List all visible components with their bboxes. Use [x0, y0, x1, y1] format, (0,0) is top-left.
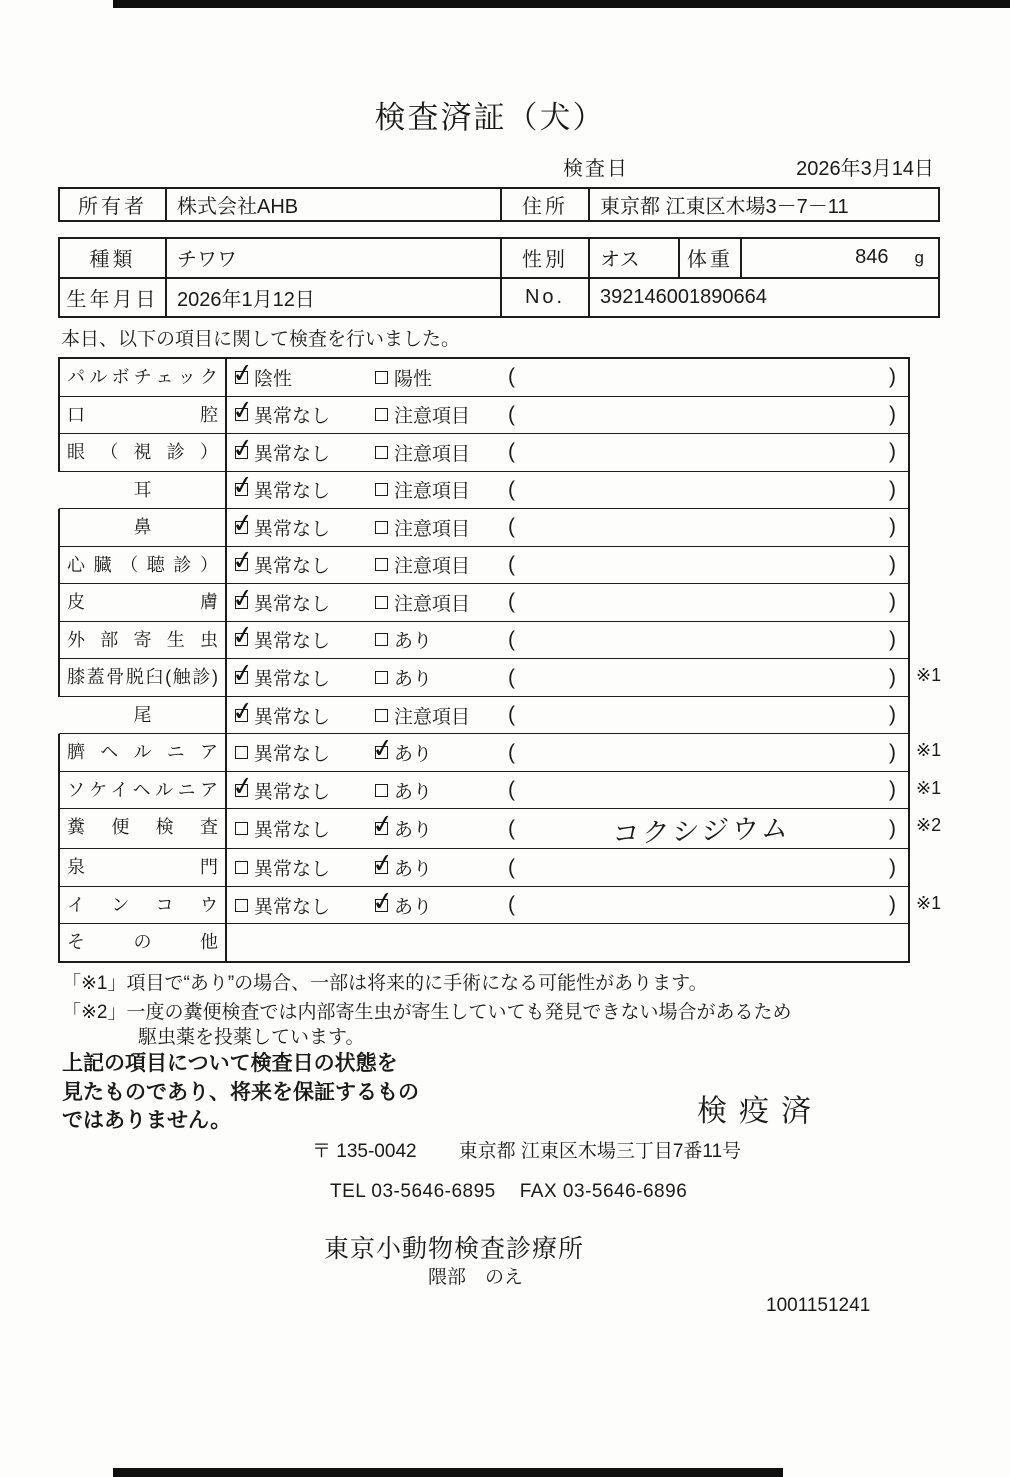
- checkbox-icon: [235, 371, 248, 384]
- exam-option-1-label: 陰性: [254, 368, 293, 390]
- exam-row-content: [227, 849, 908, 886]
- paren-open: (: [508, 627, 515, 651]
- exam-item-label: その他: [60, 924, 227, 961]
- checkbox-icon: [235, 483, 248, 496]
- paren-close: ): [889, 477, 896, 501]
- exam-option-2: [375, 476, 508, 503]
- exam-option-2-label: 注意項目: [394, 443, 471, 465]
- exam-option-1: [235, 476, 375, 503]
- exam-remarks-text: コクシジウム: [611, 813, 793, 850]
- exam-row: [58, 397, 908, 435]
- exam-option-1-label: 異常なし: [254, 406, 331, 428]
- checkbox-icon: [375, 408, 388, 421]
- exam-row-content: [227, 547, 908, 584]
- paren-close: ): [889, 590, 896, 614]
- quarantine-stamp: 検疫済: [697, 1095, 823, 1128]
- paren-open: (: [508, 855, 515, 879]
- paren-open: (: [508, 740, 515, 764]
- exam-item-label: 口腔: [60, 397, 227, 434]
- footnote-1: 「※1」項目で“あり”の場合、一部は将来的に手術になる可能性があります。: [62, 973, 708, 994]
- exam-row: [58, 772, 942, 810]
- paren-close: ): [889, 893, 896, 917]
- checkbox-icon: [235, 899, 248, 912]
- exam-item-label: 臍ヘルニア: [60, 734, 227, 771]
- address-label: 住所: [502, 189, 590, 220]
- checkbox-icon: [235, 671, 248, 684]
- pet-info-table: [58, 237, 940, 318]
- exam-option-2-label: 注意項目: [394, 406, 471, 428]
- exam-row-content: [227, 622, 908, 659]
- exam-option-2: [375, 815, 508, 842]
- birth-label: 生年月日: [60, 279, 167, 317]
- exam-option-1: [235, 514, 375, 541]
- exam-option-2-label: 注意項目: [394, 518, 471, 540]
- paren-open: (: [508, 665, 515, 689]
- exam-row: [58, 434, 908, 472]
- exam-remarks-field: [508, 741, 908, 765]
- exam-remarks-field: [508, 440, 908, 464]
- paren-close: ): [889, 365, 896, 389]
- checkbox-icon: [375, 746, 388, 759]
- disclaimer-text: [62, 1050, 419, 1136]
- exam-option-1: [235, 439, 375, 466]
- intro-sentence: 本日、以下の項目に関して検査を行いました。: [61, 329, 461, 350]
- exam-item-label: 耳: [60, 472, 227, 509]
- weight-value: 846: [855, 246, 889, 269]
- exam-item-label: 眼（視診）: [60, 434, 227, 471]
- exam-item-label: 鼻: [60, 509, 227, 546]
- exam-option-2: [375, 626, 508, 653]
- paren-close: ): [889, 552, 896, 576]
- exam-option-2: [375, 439, 508, 466]
- scan-artifact-top-bar: [113, 0, 1010, 8]
- exam-row: [58, 849, 908, 887]
- exam-remarks-field: [508, 703, 908, 727]
- checkbox-icon: [235, 446, 248, 459]
- exam-item-label: 尾: [60, 697, 227, 734]
- exam-option-1: [235, 702, 375, 729]
- veterinarian-name: 隈部 のえ: [428, 1267, 524, 1288]
- checkbox-icon: [375, 861, 388, 874]
- exam-row-content: [227, 472, 908, 509]
- exam-row-content: [227, 772, 908, 809]
- paren-close: ): [889, 440, 896, 464]
- exam-option-1: [235, 892, 375, 919]
- exam-option-1-label: 異常なし: [254, 859, 331, 881]
- exam-row-content: [227, 434, 908, 471]
- exam-option-2: [375, 702, 508, 729]
- exam-option-1: [235, 739, 375, 766]
- exam-remarks-field: [508, 403, 908, 427]
- paren-open: (: [508, 816, 515, 840]
- exam-option-1-label: 異常なし: [254, 518, 331, 540]
- exam-option-2: [375, 777, 508, 804]
- exam-table: [58, 357, 942, 963]
- footnote-marker: ※2: [916, 815, 942, 836]
- paren-open: (: [508, 778, 515, 802]
- checkbox-icon: [375, 371, 388, 384]
- exam-remarks-field: [508, 666, 908, 690]
- exam-row-content: [227, 509, 908, 546]
- address-value: 東京都 江東区木場3－7－11: [600, 196, 849, 218]
- exam-remarks-field: [508, 856, 908, 880]
- exam-option-1: [235, 364, 375, 391]
- exam-option-1-label: 異常なし: [254, 706, 331, 728]
- exam-option-2-label: あり: [394, 896, 433, 918]
- exam-option-1-label: 異常なし: [254, 896, 331, 918]
- exam-option-2: [375, 589, 508, 616]
- clinic-address-line: [312, 1136, 741, 1163]
- exam-row: [58, 734, 942, 772]
- exam-option-2-label: あり: [394, 631, 433, 653]
- document-code: 1001151241: [766, 1295, 871, 1316]
- exam-row: [58, 509, 908, 547]
- checkbox-icon: [375, 784, 388, 797]
- exam-option-2-label: 陽性: [394, 368, 433, 390]
- sex-label: 性別: [502, 239, 590, 277]
- exam-option-2-label: 注意項目: [394, 706, 471, 728]
- exam-option-1-label: 異常なし: [254, 781, 331, 803]
- checkbox-icon: [375, 521, 388, 534]
- footnote-marker: ※1: [916, 892, 942, 913]
- exam-remarks-field: [508, 893, 908, 917]
- exam-row: [58, 659, 942, 697]
- exam-option-1: [235, 551, 375, 578]
- exam-row: [58, 472, 908, 510]
- paren-close: ): [889, 740, 896, 764]
- exam-option-2-label: あり: [394, 669, 433, 691]
- exam-remarks-field: [508, 628, 908, 652]
- disclaimer-line-1: 上記の項目について検査日の状態を: [62, 1052, 398, 1075]
- exam-option-1-label: 異常なし: [254, 820, 331, 842]
- paren-open: (: [508, 515, 515, 539]
- exam-row: [58, 584, 908, 622]
- checkbox-icon: [375, 483, 388, 496]
- exam-option-1: [235, 777, 375, 804]
- checkbox-icon: [235, 633, 248, 646]
- clinic-tel: TEL 03-5646-6895: [330, 1181, 496, 1202]
- checkbox-icon: [235, 746, 248, 759]
- breed-value: チワワ: [167, 239, 502, 277]
- exam-option-2: [375, 514, 508, 541]
- exam-item-label: ソケイヘルニア: [60, 772, 227, 809]
- inspection-date-value: 2026年3月14日: [796, 158, 934, 180]
- footnote-marker: ※1: [916, 777, 942, 798]
- exam-row: [58, 359, 908, 397]
- clinic-address: 東京都 江東区木場三丁目7番11号: [458, 1141, 742, 1162]
- exam-item-label: インコウ: [60, 887, 227, 924]
- owner-label: 所有者: [60, 189, 167, 220]
- exam-option-1: [235, 626, 375, 653]
- checkbox-icon: [235, 861, 248, 874]
- checkbox-icon: [235, 521, 248, 534]
- paren-open: (: [508, 477, 515, 501]
- exam-option-2-label: あり: [394, 820, 433, 842]
- exam-item-label: パルボチェック: [60, 359, 227, 396]
- exam-remarks-field: [508, 809, 908, 848]
- checkbox-icon: [375, 596, 388, 609]
- exam-row-content: [227, 734, 908, 771]
- exam-item-label: 糞便検査: [60, 809, 227, 848]
- clinic-name: 東京小動物検査診療所: [324, 1235, 585, 1263]
- exam-option-2-label: あり: [394, 859, 433, 881]
- exam-remarks-field: [508, 590, 908, 614]
- disclaimer-line-3: ではありません。: [62, 1109, 232, 1132]
- registration-no-value: 392146001890664: [600, 285, 767, 308]
- exam-item-label: 泉門: [60, 849, 227, 886]
- inspection-date-label: 検査日: [563, 158, 629, 180]
- exam-option-1: [235, 401, 375, 428]
- paren-open: (: [508, 552, 515, 576]
- sex-value: オス: [590, 239, 680, 277]
- checkbox-icon: [375, 558, 388, 571]
- paren-open: (: [508, 703, 515, 727]
- exam-row-content: [227, 397, 908, 434]
- checkbox-icon: [375, 709, 388, 722]
- document-title: 検査済証（犬）: [374, 100, 606, 135]
- exam-option-2: [375, 401, 508, 428]
- paren-open: (: [508, 365, 515, 389]
- exam-row: [58, 697, 908, 735]
- owner-table: [58, 187, 940, 222]
- exam-option-1: [235, 815, 375, 842]
- exam-option-2: [375, 664, 508, 691]
- exam-option-2: [375, 551, 508, 578]
- scan-artifact-bottom-bar: [113, 1468, 783, 1477]
- exam-row-content: [227, 659, 908, 696]
- exam-item-label: 皮膚: [60, 584, 227, 621]
- exam-option-1: [235, 664, 375, 691]
- exam-item-label: 膝蓋骨脱臼(触診): [60, 659, 227, 696]
- exam-remarks-field: [508, 478, 908, 502]
- exam-option-1-label: 異常なし: [254, 593, 331, 615]
- checkbox-icon: [235, 784, 248, 797]
- exam-option-2: [375, 892, 508, 919]
- exam-option-1-label: 異常なし: [254, 669, 331, 691]
- footnote-2-line-1: 「※2」一度の糞便検査では内部寄生虫が寄生していても発見できない場合があるため: [62, 1002, 792, 1023]
- weight-label: 体重: [680, 239, 742, 277]
- birth-value: 2026年1月12日: [167, 279, 502, 317]
- exam-row: [58, 887, 942, 925]
- weight-value-cell: [742, 239, 938, 277]
- clinic-fax: FAX 03-5646-6896: [519, 1181, 688, 1202]
- exam-row-content: [227, 809, 908, 848]
- exam-option-2: [375, 364, 508, 391]
- pet-row-birth: [60, 279, 938, 317]
- exam-row: [58, 809, 942, 850]
- checkbox-icon: [375, 671, 388, 684]
- exam-option-1: [235, 854, 375, 881]
- exam-option-1-label: 異常なし: [254, 744, 331, 766]
- exam-option-2: [375, 739, 508, 766]
- exam-row-content: [227, 359, 908, 396]
- exam-row: [58, 547, 908, 585]
- exam-row: [58, 924, 908, 961]
- checkbox-icon: [235, 709, 248, 722]
- exam-item-label: 心臓（聴診）: [60, 547, 227, 584]
- clinic-postal-code: 〒 135-0042: [312, 1141, 417, 1162]
- exam-option-2-label: 注意項目: [394, 593, 471, 615]
- exam-remarks-field: [508, 365, 908, 389]
- paren-open: (: [508, 402, 515, 426]
- checkbox-icon: [375, 899, 388, 912]
- checkbox-icon: [235, 822, 248, 835]
- paren-close: ): [889, 703, 896, 727]
- exam-option-2-label: あり: [394, 744, 433, 766]
- exam-row-content: [227, 887, 908, 924]
- footnote-2-line-2: 駆虫薬を投薬しています。: [138, 1027, 365, 1048]
- clinic-contact-line: [330, 1181, 687, 1203]
- disclaimer-line-2: 見たものであり、将来を保証するもの: [62, 1080, 419, 1104]
- pet-row-breed: [60, 239, 938, 279]
- exam-remarks-field: [508, 515, 908, 539]
- checkbox-icon: [375, 633, 388, 646]
- weight-unit: g: [914, 247, 924, 267]
- exam-option-1: [235, 589, 375, 616]
- breed-label: 種類: [60, 239, 167, 277]
- exam-option-2-label: 注意項目: [394, 481, 471, 503]
- checkbox-icon: [235, 596, 248, 609]
- registration-no-label: No.: [502, 279, 590, 317]
- paren-close: ): [889, 816, 896, 840]
- exam-option-1-label: 異常なし: [254, 481, 331, 503]
- exam-option-2: [375, 854, 508, 881]
- exam-option-1-label: 異常なし: [254, 556, 331, 578]
- exam-row-content: [227, 697, 908, 734]
- paren-close: ): [889, 778, 896, 802]
- exam-option-1-label: 異常なし: [254, 631, 331, 653]
- footnote-marker: ※1: [916, 740, 942, 761]
- exam-option-2-label: あり: [394, 781, 433, 803]
- exam-remarks-field: [508, 553, 908, 577]
- checkbox-icon: [235, 558, 248, 571]
- paren-close: ): [889, 402, 896, 426]
- paren-close: ): [889, 855, 896, 879]
- exam-option-2-label: 注意項目: [394, 556, 471, 578]
- footnote-marker: ※1: [916, 665, 942, 686]
- exam-remarks-field: [508, 778, 908, 802]
- paren-close: ): [889, 665, 896, 689]
- exam-option-1-label: 異常なし: [254, 443, 331, 465]
- owner-value: 株式会社AHB: [167, 189, 502, 220]
- paren-open: (: [508, 893, 515, 917]
- paren-open: (: [508, 590, 515, 614]
- exam-row: [58, 622, 908, 660]
- exam-row-content: [227, 584, 908, 621]
- checkbox-icon: [375, 446, 388, 459]
- paren-open: (: [508, 440, 515, 464]
- exam-item-label: 外部寄生虫: [60, 622, 227, 659]
- paren-close: ): [889, 515, 896, 539]
- paren-close: ): [889, 627, 896, 651]
- checkbox-icon: [235, 408, 248, 421]
- checkbox-icon: [375, 822, 388, 835]
